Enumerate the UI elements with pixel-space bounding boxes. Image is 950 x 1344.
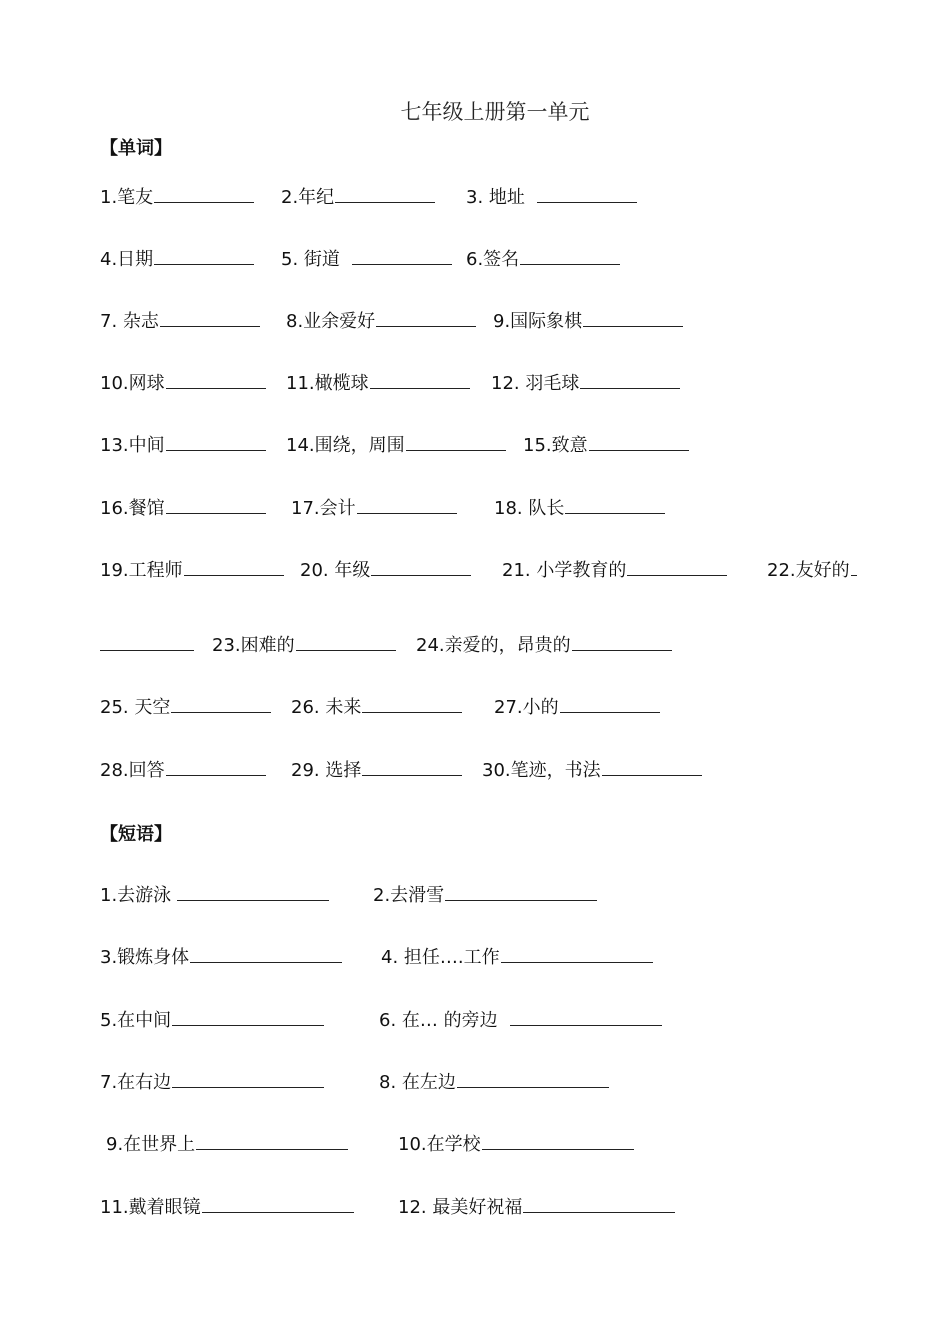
answer-blank[interactable]	[362, 757, 462, 776]
phrase-item	[106, 1131, 348, 1157]
vocab-label: 1.笔友	[100, 187, 154, 208]
vocab-item	[100, 308, 260, 334]
vocab-label: 7. 杂志	[100, 311, 159, 332]
phrase-label: 3.锻炼身体	[100, 947, 190, 968]
phrase-item	[373, 882, 597, 908]
vocab-label: 17.会计	[291, 498, 356, 519]
vocab-item	[466, 184, 637, 210]
vocab-item	[494, 694, 660, 720]
answer-blank[interactable]	[520, 246, 620, 265]
vocab-label: 21. 小学教育的	[502, 560, 627, 581]
answer-blank[interactable]	[196, 1131, 348, 1150]
phrase-item	[379, 1007, 662, 1033]
answer-blank[interactable]	[202, 1194, 354, 1213]
vocab-label: 15.致意	[523, 435, 588, 456]
vocab-label: 28.回答	[100, 760, 165, 781]
answer-blank[interactable]	[357, 495, 457, 514]
answer-blank[interactable]	[100, 632, 194, 651]
vocab-item	[286, 432, 506, 458]
vocab-label: 30.笔迹，书法	[482, 760, 601, 781]
vocab-item	[767, 557, 857, 583]
vocab-item	[291, 757, 462, 783]
vocab-label: 4.日期	[100, 249, 154, 270]
vocab-label: 16.餐馆	[100, 498, 165, 519]
phrase-item	[381, 944, 653, 970]
answer-blank[interactable]	[537, 184, 637, 203]
vocab-label: 8.业余爱好	[286, 311, 376, 332]
answer-blank[interactable]	[445, 882, 597, 901]
vocab-item	[100, 495, 266, 521]
answer-blank[interactable]	[296, 632, 396, 651]
vocab-label: 2.年纪	[281, 187, 335, 208]
vocab-label: 6.签名	[466, 249, 520, 270]
section-heading-phrases: 【短语】	[100, 824, 172, 845]
answer-blank[interactable]	[362, 694, 462, 713]
vocab-item	[100, 246, 254, 272]
vocab-item	[100, 694, 271, 720]
vocab-item	[482, 757, 702, 783]
phrase-label: 5.在中间	[100, 1010, 172, 1031]
answer-blank[interactable]	[482, 1131, 634, 1150]
answer-blank[interactable]	[166, 432, 266, 451]
vocab-item	[491, 370, 680, 396]
answer-blank[interactable]	[602, 757, 702, 776]
phrase-label: 12. 最美好祝福	[398, 1197, 523, 1218]
phrase-label: 9.在世界上	[106, 1134, 196, 1155]
section-heading-vocab: 【单词】	[100, 138, 172, 159]
phrase-item	[100, 882, 329, 908]
vocab-item	[100, 370, 266, 396]
answer-blank[interactable]	[166, 757, 266, 776]
answer-blank[interactable]	[560, 694, 660, 713]
phrase-label: 4. 担任….工作	[381, 947, 500, 968]
answer-blank[interactable]	[627, 557, 727, 576]
answer-blank[interactable]	[177, 882, 329, 901]
vocab-label: 9.国际象棋	[493, 311, 583, 332]
phrase-item	[100, 944, 342, 970]
vocab-label: 19.工程师	[100, 560, 183, 581]
vocab-item	[416, 632, 672, 658]
answer-blank[interactable]	[580, 370, 680, 389]
vocab-label: 25. 天空	[100, 697, 171, 718]
vocab-label: 22.友好的	[767, 560, 850, 581]
vocab-label: 5. 街道	[281, 249, 340, 270]
answer-blank[interactable]	[406, 432, 506, 451]
vocab-item	[281, 246, 452, 272]
vocab-label: 24.亲爱的，昂贵的	[416, 635, 571, 656]
vocab-label: 3. 地址	[466, 187, 525, 208]
vocab-label: 27.小的	[494, 697, 559, 718]
phrase-item	[100, 1069, 324, 1095]
vocab-item	[100, 184, 254, 210]
phrase-item	[379, 1069, 609, 1095]
phrase-label: 8. 在左边	[379, 1072, 456, 1093]
answer-blank[interactable]	[457, 1069, 609, 1088]
vocab-item	[466, 246, 620, 272]
phrase-item	[398, 1131, 634, 1157]
answer-blank[interactable]	[184, 557, 284, 576]
vocab-label: 14.围绕，周围	[286, 435, 405, 456]
answer-blank[interactable]	[501, 944, 653, 963]
vocab-item	[502, 557, 727, 583]
vocab-item	[286, 308, 476, 334]
vocab-item	[100, 557, 284, 583]
vocab-item	[493, 308, 683, 334]
answer-blank[interactable]	[335, 184, 435, 203]
answer-blank[interactable]	[154, 246, 254, 265]
phrase-label: 6. 在… 的旁边	[379, 1010, 498, 1031]
vocab-label: 20. 年级	[300, 560, 371, 581]
answer-blank[interactable]	[160, 308, 260, 327]
phrase-label: 2.去滑雪	[373, 885, 445, 906]
answer-blank[interactable]	[172, 1007, 324, 1026]
vocab-item	[300, 557, 471, 583]
phrase-label: 1.去游泳	[100, 885, 172, 906]
vocab-label: 11.橄榄球	[286, 373, 369, 394]
answer-blank[interactable]	[166, 370, 266, 389]
phrase-label: 7.在右边	[100, 1072, 172, 1093]
answer-blank[interactable]	[171, 694, 271, 713]
vocab-item	[291, 694, 462, 720]
phrase-item	[100, 1194, 354, 1220]
answer-blank[interactable]	[190, 944, 342, 963]
answer-blank[interactable]	[154, 184, 254, 203]
vocab-item	[494, 495, 665, 521]
phrase-label: 10.在学校	[398, 1134, 481, 1155]
phrase-label: 11.戴着眼镜	[100, 1197, 201, 1218]
vocab-label: 29. 选择	[291, 760, 362, 781]
vocab-label: 26. 未来	[291, 697, 362, 718]
answer-blank[interactable]	[583, 308, 683, 327]
answer-blank[interactable]	[370, 370, 470, 389]
vocab-item-continued	[100, 632, 194, 658]
vocab-item	[100, 432, 266, 458]
vocab-item	[100, 757, 266, 783]
answer-blank[interactable]	[851, 557, 857, 576]
vocab-item	[286, 370, 470, 396]
vocab-item	[523, 432, 689, 458]
answer-blank[interactable]	[352, 246, 452, 265]
answer-blank[interactable]	[172, 1069, 324, 1088]
phrase-item	[100, 1007, 324, 1033]
answer-blank[interactable]	[371, 557, 471, 576]
phrase-item	[398, 1194, 675, 1220]
answer-blank[interactable]	[523, 1194, 675, 1213]
answer-blank[interactable]	[376, 308, 476, 327]
vocab-label: 23.困难的	[212, 635, 295, 656]
vocab-item	[212, 632, 396, 658]
vocab-label: 13.中间	[100, 435, 165, 456]
answer-blank[interactable]	[572, 632, 672, 651]
vocab-label: 10.网球	[100, 373, 165, 394]
vocab-label: 12. 羽毛球	[491, 373, 580, 394]
vocab-item	[291, 495, 457, 521]
page-title: 七年级上册第一单元	[400, 100, 590, 124]
answer-blank[interactable]	[565, 495, 665, 514]
answer-blank[interactable]	[166, 495, 266, 514]
vocab-label: 18. 队长	[494, 498, 565, 519]
answer-blank[interactable]	[589, 432, 689, 451]
vocab-item	[281, 184, 435, 210]
answer-blank[interactable]	[510, 1007, 662, 1026]
